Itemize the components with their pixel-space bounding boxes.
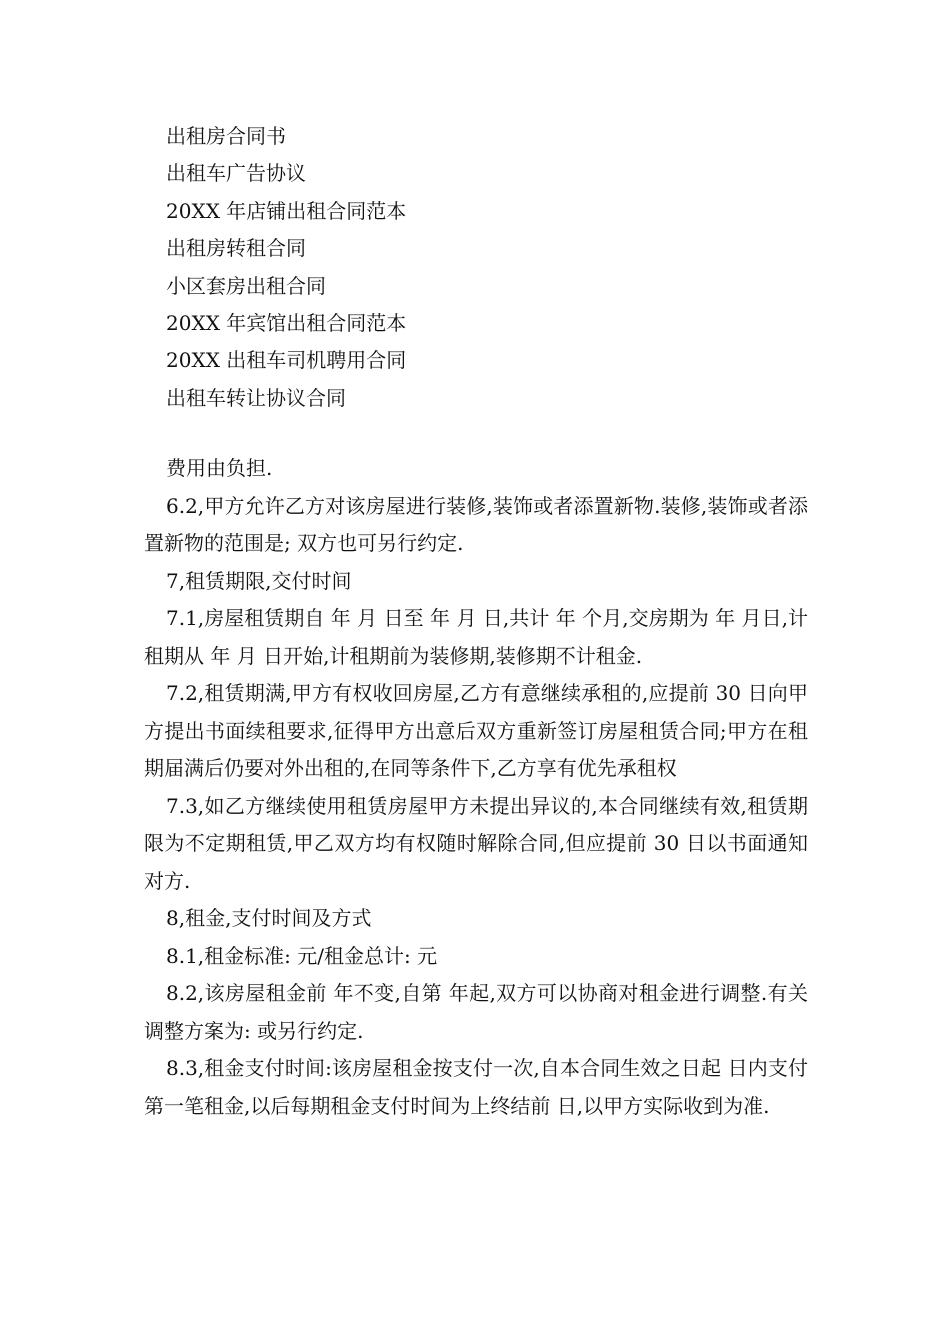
paragraph-clause-7-1: 7.1,房屋租赁期自 年 月 日至 年 月 日,共计 年 个月,交房期为 年 月日,计租期从 年 月 日开始,计租期前为装修期,装修期不计租金. (144, 606, 808, 668)
paragraph-clause-8-2: 8.2,该房屋租金前 年不变,自第 年起,双方可以协商对租金进行调整.有关调整方案为: 或另行约定. (144, 981, 808, 1043)
paragraph-cost-burden: 费用由负担. (166, 456, 273, 480)
related-link[interactable]: 20XX 出租车司机聘用合同 (166, 348, 407, 373)
related-link[interactable]: 20XX 年店铺出租合同范本 (166, 198, 407, 223)
paragraph-clause-7-2: 7.2,租赁期满,甲方有权收回房屋,乙方有意继续承租的,应提前 30 日向甲方提出书面续租要求,征得甲方出意后双方重新签订房屋租赁合同;甲方在租期届满后仍要对外出租的,在同等条件下,乙方享有优先承租权 (144, 681, 808, 780)
paragraph-clause-6-2: 6.2,甲方允许乙方对该房屋进行装修,装饰或者添置新物.装修,装饰或者添置新物的范围是; 双方也可另行约定. (144, 493, 808, 555)
related-links-list (166, 118, 766, 417)
paragraph-section-7-heading: 7,租赁期限,交付时间 (166, 568, 352, 593)
related-link[interactable]: 20XX 年宾馆出租合同范本 (166, 310, 407, 335)
paragraph-section-8-heading: 8,租金,支付时间及方式 (166, 906, 372, 930)
related-link[interactable]: 小区套房出租合同 (166, 273, 326, 298)
paragraph-clause-8-3: 8.3,租金支付时间:该房屋租金按支付一次,自本合同生效之日起 日内支付第一笔租金,以后每期租金支付时间为上终结前 日,以甲方实际收到为准. (144, 1056, 808, 1118)
contract-body (144, 450, 808, 1125)
paragraph-clause-7-3: 7.3,如乙方继续使用租赁房屋甲方未提出异议的,本合同继续有效,租赁期限为不定期租赁,甲乙双方均有权随时解除合同,但应提前 30 日以书面通知对方. (144, 793, 808, 893)
related-link[interactable]: 出租车转让协议合同 (166, 385, 346, 410)
paragraph-clause-8-1: 8.1,租金标准: 元/租金总计: 元 (166, 943, 438, 968)
related-link[interactable]: 出租车广告协议 (166, 161, 306, 186)
related-link[interactable]: 出租房转租合同 (166, 236, 306, 261)
related-link[interactable]: 出租房合同书 (166, 124, 286, 148)
